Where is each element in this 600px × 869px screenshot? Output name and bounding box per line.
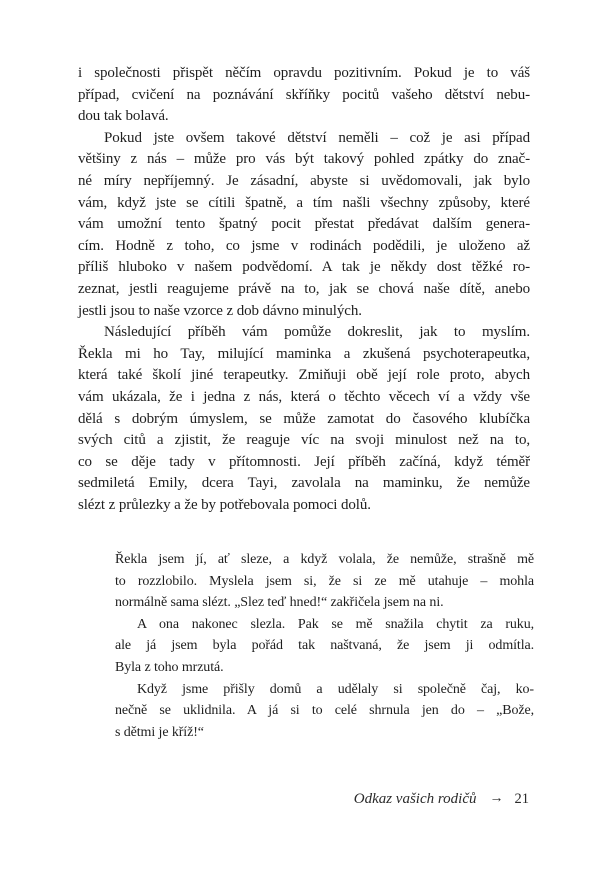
- text-line: zeznat, jestli reagujeme právě na to, jak se chová naše dítě, anebo: [78, 280, 530, 297]
- text-line: to rozzlobilo. Myslela jsem si, že si ze mě utahuje – mohla: [115, 573, 534, 589]
- text-line: vám ukázala, že i jedna z nás, která o těchto věcech ví a vždy vše: [78, 388, 530, 405]
- text-line: svých citů a zjistit, že reaguje víc na svoji minulost než na to,: [78, 432, 530, 449]
- right-arrow-icon: →: [489, 791, 504, 806]
- text-line: s dětmi je kříž!“: [115, 724, 204, 740]
- block-quote: [115, 549, 534, 743]
- paragraph: [78, 322, 530, 516]
- text-line: nečně se uklidnila. A já si to celé shrnula jen do – „Bože,: [115, 703, 534, 719]
- text-line: jestli jsou to naše vzorce z dob dávno minulých.: [78, 302, 362, 319]
- text-line: né míry nepříjemný. Je zásadní, abyste si uvědomovali, jak bylo: [78, 172, 530, 189]
- paragraph: [78, 128, 530, 322]
- text-line: příliš hluboko v našem podvědomí. A tak je někdy dost těžké ro-: [78, 259, 530, 276]
- text-line: Pokud jste ovšem takové dětství neměli – což je asi případ: [104, 129, 530, 146]
- page-footer: [354, 791, 529, 808]
- paragraph: [115, 549, 534, 614]
- text-line: vám, když jste se cítili špatně, a tím našli všechny způsoby, které: [78, 194, 530, 211]
- text-line: Když jsme přišly domů a udělaly si společně čaj, ko-: [137, 681, 534, 697]
- text-line: většiny z nás – může pro vás být takový pohled zpátky do znač-: [78, 151, 530, 168]
- text-line: dělá s dobrým úmyslem, se může zamotat do časového klubíčka: [78, 410, 530, 427]
- text-line: i společnosti přispět něčím opravdu pozitivním. Pokud je to váš: [78, 65, 530, 81]
- text-line: A ona nakonec slezla. Pak se mě snažila chytit za ruku,: [137, 616, 534, 632]
- page-number: 21: [514, 791, 529, 807]
- text-line: dou tak bolavá.: [78, 108, 169, 125]
- text-line: vám umožní tento špatný pocit přestat předávat dalším genera-: [78, 216, 530, 233]
- text-line: cím. Hodně z toho, co jsme v rodinách podědili, je uloženo až: [78, 237, 530, 254]
- text-line: sedmiletá Emily, dcera Tayi, zavolala na maminku, že nemůže: [78, 475, 530, 492]
- text-line: Řekla jsem jí, ať sleze, a když volala, že nemůže, strašně mě: [115, 552, 534, 567]
- text-line: ale já jsem byla pořád tak naštvaná, že jsem ji odmítla.: [115, 638, 534, 654]
- text-line: slézt z průlezky a že by potřebovala pomoci dolů.: [78, 496, 371, 513]
- text-line: případ, cvičení na poznávání skříňky pocitů vašeho dětství nebu-: [78, 86, 530, 103]
- text-line: Byla z toho mrzutá.: [115, 659, 224, 675]
- text-line: Řekla mi ho Tay, milující maminka a zkušená psychoterapeutka,: [78, 345, 530, 362]
- paragraph: [78, 63, 530, 128]
- text-line: která také školí jiné terapeutky. Zmiňuji obě její role proto, abych: [78, 367, 530, 384]
- paragraph: [115, 679, 534, 744]
- text-line: co se děje tady v přítomnosti. Její příběh začíná, když téměř: [78, 453, 530, 470]
- running-title: Odkaz vašich rodičů: [353, 791, 477, 807]
- text-line: Následující příběh vám pomůže dokreslit, jak to myslím.: [104, 324, 530, 341]
- paragraph: [115, 614, 534, 679]
- text-line: normálně sama slézt. „Slez teď hned!“ zakřičela jsem na ni.: [115, 595, 444, 611]
- body-text-block: [78, 63, 530, 516]
